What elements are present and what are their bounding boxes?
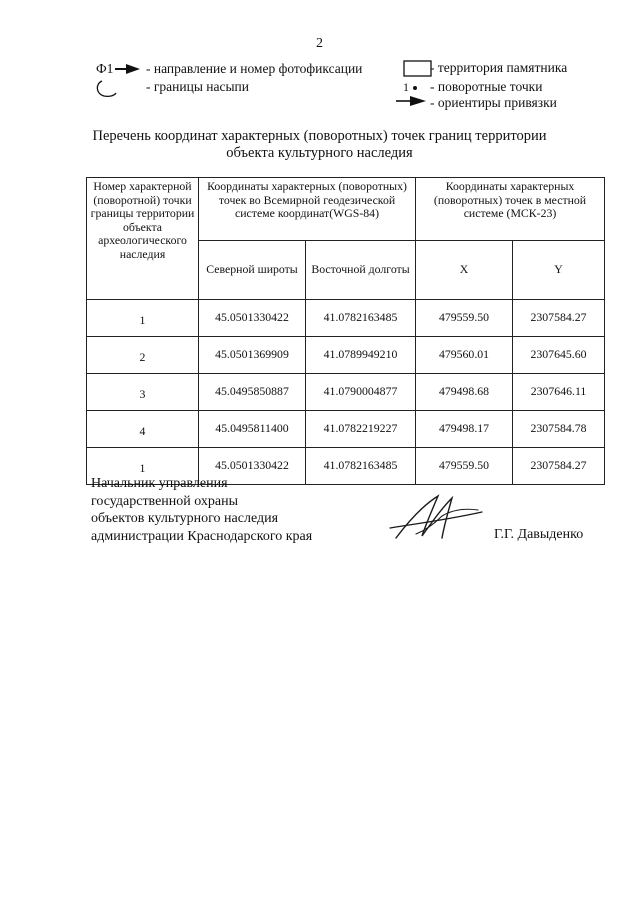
- cell-y: 2307646.11: [513, 374, 605, 411]
- cell-point-number: 3: [87, 374, 199, 411]
- handwritten-signature: [386, 490, 486, 546]
- table-row: [87, 300, 605, 337]
- mound-boundary-icon: [94, 79, 120, 99]
- turning-point-dot-icon: [411, 84, 419, 92]
- cell-longitude: 41.0782163485: [306, 300, 416, 337]
- header-north-latitude: Северной широты: [199, 241, 306, 300]
- signatory-name: Г.Г. Давыденко: [494, 527, 584, 542]
- cell-x: 479560.01: [416, 337, 513, 374]
- cell-point-number: 1: [87, 448, 199, 485]
- landmark-arrow-icon: [396, 96, 426, 106]
- cell-y: 2307584.27: [513, 448, 605, 485]
- cell-x: 479559.50: [416, 448, 513, 485]
- cell-point-number: 1: [87, 300, 199, 337]
- table-row: [87, 374, 605, 411]
- signature-block: [91, 475, 312, 545]
- cell-longitude: 41.0782163485: [306, 448, 416, 485]
- cell-longitude: 41.0790004877: [306, 374, 416, 411]
- cell-x: 479498.68: [416, 374, 513, 411]
- photo-direction-arrow-icon: [114, 64, 140, 74]
- header-msk-group: Координаты характерных (поворотных) точек в местной системе (МСК-23): [416, 178, 605, 241]
- cell-y: 2307584.27: [513, 300, 605, 337]
- table-row: [87, 337, 605, 374]
- cell-y: 2307645.60: [513, 337, 605, 374]
- signatory-title-line-2: государственной охраны: [91, 493, 239, 509]
- cell-x: 479559.50: [416, 300, 513, 337]
- header-east-longitude: Восточной долготы: [306, 241, 416, 300]
- cell-latitude: 45.0501330422: [199, 448, 306, 485]
- signatory-title-line-3: объектов культурного наследия: [91, 511, 279, 526]
- header-point-number: Номер характерной (поворотной) точки границы территории объекта археологического наследия: [87, 178, 199, 300]
- legend-point-label: 1: [403, 80, 409, 94]
- legend-mound-text: - границы насыпи: [146, 79, 249, 94]
- signatory-title-line-1: Начальник управления: [91, 476, 228, 491]
- page-number: 2: [316, 36, 323, 51]
- cell-y: 2307584.78: [513, 411, 605, 448]
- cell-point-number: 4: [87, 411, 199, 448]
- heading-line-2: объекта культурного наследия: [226, 145, 413, 161]
- legend-photo-text: - направление и номер фотофиксации: [146, 61, 363, 76]
- header-y: Y: [513, 241, 605, 300]
- legend-point-text: - поворотные точки: [430, 79, 543, 94]
- cell-point-number: 2: [87, 337, 199, 374]
- heading-line-1: Перечень координат характерных (поворотных) точек границ территории: [92, 128, 547, 144]
- legend-photo-label: Ф1: [96, 61, 114, 76]
- cell-longitude: 41.0789949210: [306, 337, 416, 374]
- coordinates-table: [86, 177, 605, 485]
- header-wgs-group: Координаты характерных (поворотных) точек во Всемирной геодезической системе координат(WGS-84): [199, 178, 416, 241]
- cell-latitude: 45.0501369909: [199, 337, 306, 374]
- legend-landmark-text: - ориентиры привязки: [430, 95, 557, 110]
- signatory-title-line-4: администрации Краснодарского края: [91, 528, 313, 544]
- table-row: [87, 411, 605, 448]
- legend-territory-text: - территория памятника: [430, 60, 568, 75]
- cell-latitude: 45.0501330422: [199, 300, 306, 337]
- header-x: X: [416, 241, 513, 300]
- cell-latitude: 45.0495811400: [199, 411, 306, 448]
- cell-x: 479498.17: [416, 411, 513, 448]
- cell-latitude: 45.0495850887: [199, 374, 306, 411]
- cell-longitude: 41.0782219227: [306, 411, 416, 448]
- territory-rectangle-icon: [403, 60, 433, 78]
- document-heading: [0, 128, 639, 162]
